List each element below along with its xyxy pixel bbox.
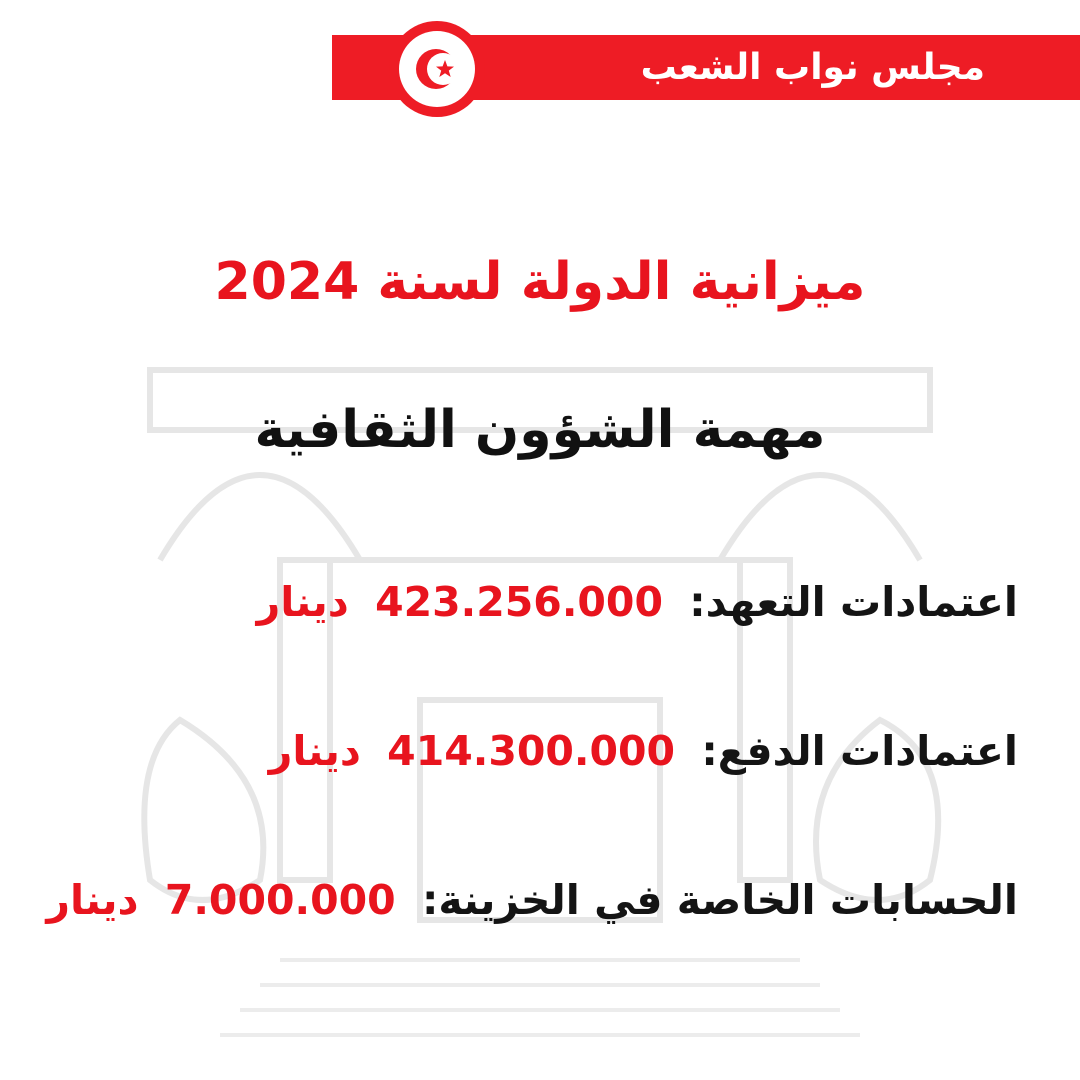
row-unit: دينار [268, 727, 361, 775]
row-value: 423.256.000 [375, 578, 663, 626]
commitment-credits-row [257, 578, 1018, 626]
main-title: ميزانية الدولة لسنة 2024 [214, 252, 866, 312]
row-label: الحسابات الخاصة في الخزينة: [421, 876, 1018, 924]
row-value: 7.000.000 [164, 876, 396, 924]
row-label: اعتمادات التعهد: [689, 578, 1018, 626]
header-title: مجلس نواب الشعب [640, 47, 985, 88]
tunisia-flag-emblem-icon [388, 20, 486, 118]
payment-credits-row [269, 727, 1018, 775]
row-label: اعتمادات الدفع: [701, 727, 1018, 775]
subtitle: مهمة الشؤون الثقافية [254, 400, 826, 460]
row-value: 414.300.000 [387, 727, 676, 775]
row-unit: دينار [46, 876, 139, 924]
row-unit: دينار [256, 578, 349, 626]
treasury-special-accounts-row [46, 876, 1018, 924]
